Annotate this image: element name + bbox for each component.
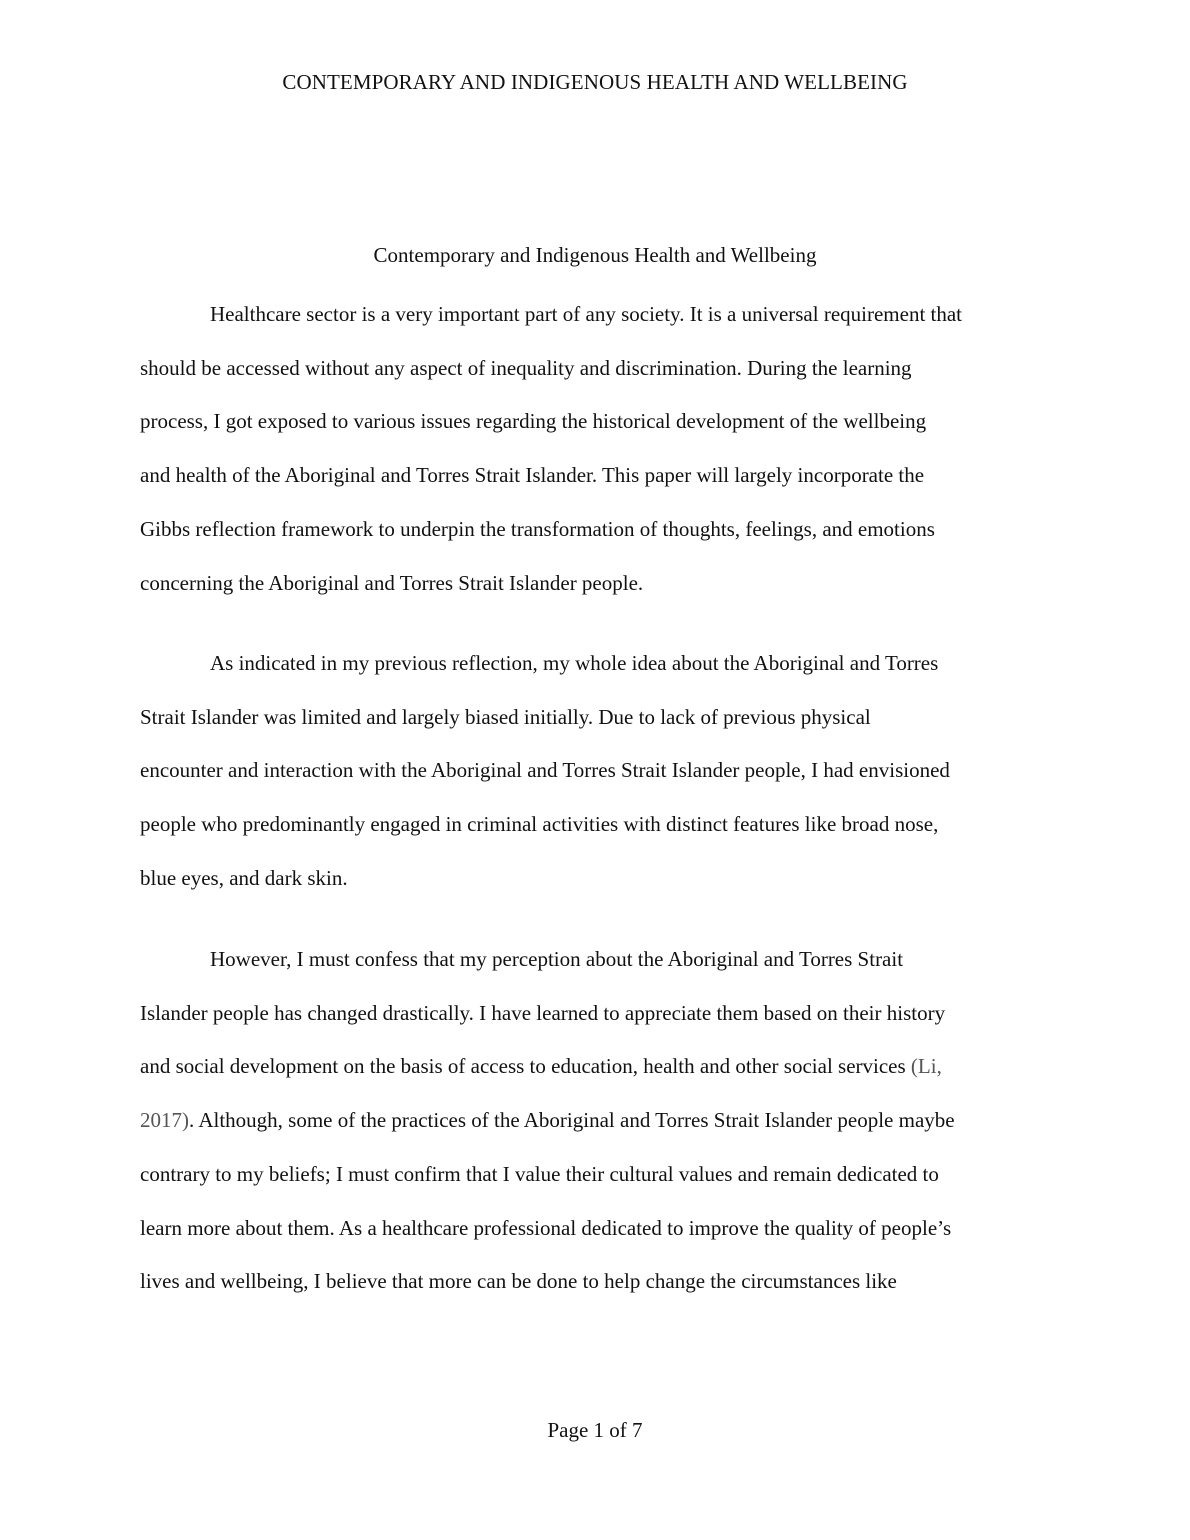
paragraph-line: and health of the Aboriginal and Torres Strait Islander. This paper will largely incorporate the — [140, 463, 925, 488]
paragraph-line: As indicated in my previous reflection, my whole idea about the Aboriginal and Torres — [210, 651, 939, 675]
paragraph-line: Islander people has changed drastically. I have learned to appreciate them based on their history — [140, 1000, 946, 1025]
paragraph-line: people who predominantly engaged in criminal activities with distinct features like broad nose, — [140, 812, 939, 837]
paragraph-3 — [140, 933, 1052, 1309]
paragraph-line: learn more about them. As a healthcare professional dedicated to improve the quality of people’s — [140, 1215, 952, 1240]
citation: 2017) — [140, 1108, 189, 1133]
paragraph-line: lives and wellbeing, I believe that more can be done to help change the circumstances like — [140, 1269, 897, 1294]
page-number: Page 1 of 7 — [547, 1418, 643, 1442]
paragraph-line: process, I got exposed to various issues regarding the historical development of the wellbeing — [140, 409, 927, 434]
paragraph-line — [140, 1094, 1052, 1148]
paragraph-line: should be accessed without any aspect of inequality and discrimination. During the learning — [140, 355, 912, 380]
running-head: CONTEMPORARY AND INDIGENOUS HEALTH AND WELLBEING — [282, 70, 908, 94]
paragraph-line: blue eyes, and dark skin. — [140, 865, 348, 890]
paragraph-line: However, I must confess that my perception about the Aboriginal and Torres Strait — [210, 947, 904, 971]
paragraph-text: and social development on the basis of access to education, health and other social services — [140, 1054, 911, 1079]
paragraph-line: Gibbs reflection framework to underpin the transformation of thoughts, feelings, and emotions — [140, 516, 935, 541]
paragraph-2 — [140, 637, 1052, 906]
paragraph-line: encounter and interaction with the Aboriginal and Torres Strait Islander people, I had envisioned — [140, 758, 950, 783]
paragraph-line: Healthcare sector is a very important part of any society. It is a universal requirement that — [210, 302, 963, 326]
paragraph-line: concerning the Aboriginal and Torres Strait Islander people. — [140, 570, 644, 595]
paragraph-line: Strait Islander was limited and largely biased initially. Due to lack of previous physical — [140, 704, 871, 729]
document-title: Contemporary and Indigenous Health and Wellbeing — [373, 243, 817, 267]
citation: (Li, — [910, 1054, 942, 1079]
paragraph-line: contrary to my beliefs; I must confirm that I value their cultural values and remain dedicated to — [140, 1161, 939, 1186]
paragraph-line — [140, 1040, 1052, 1094]
paragraph-1 — [140, 288, 1052, 610]
paragraph-text: . Although, some of the practices of the Aboriginal and Torres Strait Islander people maybe — [189, 1108, 955, 1133]
